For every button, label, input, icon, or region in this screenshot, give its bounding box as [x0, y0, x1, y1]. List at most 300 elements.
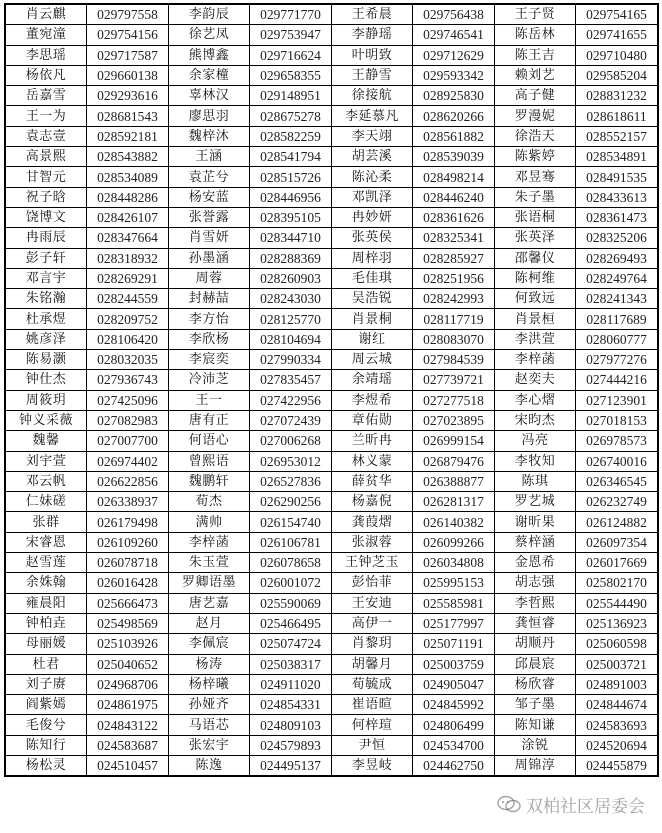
student-name-cell: 祝子晗 [5, 187, 87, 207]
student-name-cell: 余靖瑶 [332, 370, 413, 390]
table-row [5, 451, 658, 471]
student-name-cell: 赖刘艺 [495, 65, 576, 85]
number-cell: 024968706 [87, 674, 169, 694]
student-name-cell: 李牧知 [495, 451, 576, 471]
student-name-cell: 董宛潼 [5, 25, 87, 45]
number-cell: 028269493 [576, 248, 659, 268]
number-cell: 025498569 [87, 613, 169, 633]
number-cell: 026034808 [413, 553, 495, 573]
number-cell: 027990334 [250, 350, 332, 370]
number-cell: 024579893 [250, 735, 332, 755]
number-cell: 028209752 [87, 309, 169, 329]
number-cell: 028104694 [250, 329, 332, 349]
student-name-cell: 邓言宇 [5, 268, 87, 288]
number-cell: 025590069 [250, 593, 332, 613]
number-cell: 027018153 [576, 410, 659, 430]
number-cell: 029717587 [87, 45, 169, 65]
student-name-cell: 陈逸 [169, 755, 250, 776]
number-cell: 026179498 [87, 512, 169, 532]
table-row [5, 86, 658, 106]
student-name-cell: 罗艺城 [495, 492, 576, 512]
number-cell: 027007700 [87, 431, 169, 451]
student-name-cell: 王静雪 [332, 65, 413, 85]
number-cell: 027425096 [87, 390, 169, 410]
student-name-cell: 李思瑶 [5, 45, 87, 65]
number-cell: 027123901 [576, 390, 659, 410]
number-cell: 026281317 [413, 492, 495, 512]
number-cell: 024510457 [87, 755, 169, 776]
student-name-cell: 饶博文 [5, 207, 87, 227]
student-name-cell: 张群 [5, 512, 87, 532]
number-cell: 027936743 [87, 370, 169, 390]
number-cell: 027739721 [413, 370, 495, 390]
number-cell: 024854331 [250, 695, 332, 715]
student-name-cell: 钟义采薇 [5, 410, 87, 430]
number-cell: 025666473 [87, 593, 169, 613]
student-name-cell: 胡志强 [495, 573, 576, 593]
number-cell: 026346545 [576, 471, 659, 491]
student-name-cell: 肖景桐 [332, 309, 413, 329]
number-cell: 025071191 [413, 634, 495, 654]
student-name-cell: 张淑蓉 [332, 532, 413, 552]
student-name-cell: 肖云麒 [5, 4, 87, 25]
table-row [5, 65, 658, 85]
number-cell: 029756438 [413, 4, 495, 25]
student-name-cell: 陈琪 [495, 471, 576, 491]
number-cell: 028552157 [576, 126, 659, 146]
student-name-cell: 李延慕凡 [332, 106, 413, 126]
number-cell: 026109260 [87, 532, 169, 552]
table-row [5, 4, 658, 25]
student-name-cell: 赵雪莲 [5, 553, 87, 573]
student-name-cell: 叶明致 [332, 45, 413, 65]
student-name-cell: 李哲熙 [495, 593, 576, 613]
number-cell: 028448286 [87, 187, 169, 207]
student-name-cell: 辜林汉 [169, 86, 250, 106]
student-name-cell: 胡顺丹 [495, 634, 576, 654]
number-cell: 029710480 [576, 45, 659, 65]
student-name-cell: 荀杰 [169, 492, 250, 512]
student-name-cell: 兰昕冉 [332, 431, 413, 451]
student-name-cell: 陈知行 [5, 735, 87, 755]
student-name-cell: 唐艺嘉 [169, 593, 250, 613]
table-row [5, 410, 658, 430]
table-row [5, 309, 658, 329]
student-name-cell: 雍晨阳 [5, 593, 87, 613]
student-name-cell: 杨安蓝 [169, 187, 250, 207]
student-name-cell: 王钟芝玉 [332, 553, 413, 573]
table-row [5, 471, 658, 491]
student-name-cell: 彭怡菲 [332, 573, 413, 593]
number-cell: 026953012 [250, 451, 332, 471]
table-row [5, 613, 658, 633]
number-cell: 028539039 [413, 147, 495, 167]
number-cell: 029593342 [413, 65, 495, 85]
student-name-cell: 张宏宇 [169, 735, 250, 755]
student-name-cell: 王子贤 [495, 4, 576, 25]
number-cell: 026016428 [87, 573, 169, 593]
student-name-cell: 宋睿恩 [5, 532, 87, 552]
student-name-cell: 李欣杨 [169, 329, 250, 349]
student-name-cell: 钟柏垚 [5, 613, 87, 633]
number-cell: 029660138 [87, 65, 169, 85]
number-cell: 026001072 [250, 573, 332, 593]
student-name-cell: 袁志壹 [5, 126, 87, 146]
table-row [5, 755, 658, 776]
roster-sheet [4, 3, 659, 777]
number-cell: 025177997 [413, 613, 495, 633]
student-name-cell: 吴浩锐 [332, 289, 413, 309]
number-cell: 028117719 [413, 309, 495, 329]
student-name-cell: 陈知谦 [495, 715, 576, 735]
student-name-cell: 马语芯 [169, 715, 250, 735]
number-cell: 025136923 [576, 613, 659, 633]
student-name-cell: 崔语暄 [332, 695, 413, 715]
student-name-cell: 肖黎玥 [332, 634, 413, 654]
student-name-cell: 朱子墨 [495, 187, 576, 207]
student-name-cell: 李洪萱 [495, 329, 576, 349]
number-cell: 029754165 [576, 4, 659, 25]
student-name-cell: 邓云帆 [5, 471, 87, 491]
student-name-cell: 孙娅齐 [169, 695, 250, 715]
number-cell: 028244559 [87, 289, 169, 309]
student-name-cell: 王一 [169, 390, 250, 410]
number-cell: 028925830 [413, 86, 495, 106]
student-name-cell: 胡馨月 [332, 654, 413, 674]
number-cell: 027006268 [250, 431, 332, 451]
table-row [5, 654, 658, 674]
student-name-cell: 刘子赓 [5, 674, 87, 694]
number-cell: 024806499 [413, 715, 495, 735]
student-name-cell: 高景熙 [5, 147, 87, 167]
student-name-cell: 满帅 [169, 512, 250, 532]
number-cell: 028285927 [413, 248, 495, 268]
number-cell: 026106781 [250, 532, 332, 552]
number-cell: 026978573 [576, 431, 659, 451]
number-cell: 028681543 [87, 106, 169, 126]
student-name-cell: 谢昕果 [495, 512, 576, 532]
number-cell: 028561882 [413, 126, 495, 146]
number-cell: 026097354 [576, 532, 659, 552]
number-cell: 028060777 [576, 329, 659, 349]
number-cell: 028269291 [87, 268, 169, 288]
number-cell: 028325341 [413, 228, 495, 248]
number-cell: 028251956 [413, 268, 495, 288]
student-name-cell: 杜君 [5, 654, 87, 674]
table-row [5, 512, 658, 532]
table-row [5, 167, 658, 187]
table-row [5, 390, 658, 410]
student-name-cell: 金恩希 [495, 553, 576, 573]
student-name-cell: 张英泽 [495, 228, 576, 248]
number-cell: 027072439 [250, 410, 332, 430]
student-name-cell: 朱铭瀚 [5, 289, 87, 309]
student-name-cell: 何语心 [169, 431, 250, 451]
table-row [5, 553, 658, 573]
student-name-cell: 封赫喆 [169, 289, 250, 309]
table-row [5, 532, 658, 552]
student-name-cell: 谢红 [332, 329, 413, 349]
number-cell: 024905047 [413, 674, 495, 694]
student-name-cell: 廖思羽 [169, 106, 250, 126]
number-cell: 028325206 [576, 228, 659, 248]
student-name-cell: 周蓉 [169, 268, 250, 288]
number-cell: 024861975 [87, 695, 169, 715]
table-row [5, 147, 658, 167]
student-name-cell: 杨欣睿 [495, 674, 576, 694]
student-name-cell: 荀毓成 [332, 674, 413, 694]
student-name-cell: 罗漫妮 [495, 106, 576, 126]
student-name-cell: 彭子轩 [5, 248, 87, 268]
student-name-cell: 张誉露 [169, 207, 250, 227]
student-name-cell: 徐接航 [332, 86, 413, 106]
student-name-cell: 余姝翰 [5, 573, 87, 593]
student-name-cell: 王安迪 [332, 593, 413, 613]
number-cell: 024843122 [87, 715, 169, 735]
student-name-cell: 薛贫华 [332, 471, 413, 491]
number-cell: 028288369 [250, 248, 332, 268]
student-name-cell: 曾熙语 [169, 451, 250, 471]
table-row [5, 207, 658, 227]
number-cell: 024844674 [576, 695, 659, 715]
number-cell: 025103926 [87, 634, 169, 654]
number-cell: 025544490 [576, 593, 659, 613]
student-name-cell: 张语桐 [495, 207, 576, 227]
number-cell: 028543882 [87, 147, 169, 167]
student-name-cell: 李梓菡 [169, 532, 250, 552]
student-name-cell: 李心熠 [495, 390, 576, 410]
number-cell: 024520694 [576, 735, 659, 755]
number-cell: 028675278 [250, 106, 332, 126]
number-cell: 028620266 [413, 106, 495, 126]
number-cell: 028498214 [413, 167, 495, 187]
student-name-cell: 李佩宸 [169, 634, 250, 654]
student-name-cell: 王希晨 [332, 4, 413, 25]
student-name-cell: 冯亮 [495, 431, 576, 451]
number-cell: 026078718 [87, 553, 169, 573]
student-name-cell: 朱玉萱 [169, 553, 250, 573]
number-cell: 028243030 [250, 289, 332, 309]
number-cell: 029771770 [250, 4, 332, 25]
roster-table-body [5, 4, 658, 776]
student-name-cell: 邓昱骞 [495, 167, 576, 187]
number-cell: 028361626 [413, 207, 495, 227]
number-cell: 029148951 [250, 86, 332, 106]
number-cell: 028426107 [87, 207, 169, 227]
number-cell: 029658355 [250, 65, 332, 85]
student-name-cell: 蔡梓涵 [495, 532, 576, 552]
student-name-cell: 何致远 [495, 289, 576, 309]
table-row [5, 634, 658, 654]
student-name-cell: 钟仕杰 [5, 370, 87, 390]
number-cell: 024462750 [413, 755, 495, 776]
number-cell: 027023895 [413, 410, 495, 430]
student-name-cell: 刘宇萱 [5, 451, 87, 471]
student-name-cell: 熊博鑫 [169, 45, 250, 65]
number-cell: 026388877 [413, 471, 495, 491]
number-cell: 029741655 [576, 25, 659, 45]
number-cell: 028344710 [250, 228, 332, 248]
number-cell: 028318932 [87, 248, 169, 268]
number-cell: 024845992 [413, 695, 495, 715]
student-name-cell: 阎紫嫣 [5, 695, 87, 715]
number-cell: 028032035 [87, 350, 169, 370]
number-cell: 025466495 [250, 613, 332, 633]
number-cell: 028083070 [413, 329, 495, 349]
student-name-cell: 肖景桓 [495, 309, 576, 329]
number-cell: 028446240 [413, 187, 495, 207]
number-cell: 025995153 [413, 573, 495, 593]
number-cell: 027977276 [576, 350, 659, 370]
table-row [5, 228, 658, 248]
number-cell: 029797558 [87, 4, 169, 25]
student-name-cell: 杨涛 [169, 654, 250, 674]
number-cell: 026017669 [576, 553, 659, 573]
number-cell: 028534089 [87, 167, 169, 187]
student-name-cell: 李宸奕 [169, 350, 250, 370]
student-name-cell: 林义蒙 [332, 451, 413, 471]
number-cell: 028125770 [250, 309, 332, 329]
table-row [5, 45, 658, 65]
student-name-cell: 余家橦 [169, 65, 250, 85]
student-name-cell: 邓凯泽 [332, 187, 413, 207]
student-name-cell: 赵奕夫 [495, 370, 576, 390]
student-name-cell: 龚葭熠 [332, 512, 413, 532]
student-name-cell: 冉妙妍 [332, 207, 413, 227]
number-cell: 028541794 [250, 147, 332, 167]
student-name-cell: 徐艺凤 [169, 25, 250, 45]
roster-table [4, 3, 659, 777]
number-cell: 025060598 [576, 634, 659, 654]
number-cell: 026338937 [87, 492, 169, 512]
number-cell: 028618611 [576, 106, 659, 126]
table-row [5, 735, 658, 755]
number-cell: 024809103 [250, 715, 332, 735]
number-cell: 025074724 [250, 634, 332, 654]
student-name-cell: 周梓羽 [332, 248, 413, 268]
number-cell: 026740016 [576, 451, 659, 471]
table-row [5, 573, 658, 593]
number-cell: 024911020 [250, 674, 332, 694]
number-cell: 026232749 [576, 492, 659, 512]
number-cell: 025585981 [413, 593, 495, 613]
number-cell: 025802170 [576, 573, 659, 593]
number-cell: 029716624 [250, 45, 332, 65]
number-cell: 028515726 [250, 167, 332, 187]
student-name-cell: 王一为 [5, 106, 87, 126]
student-name-cell: 周锦淳 [495, 755, 576, 776]
table-row [5, 350, 658, 370]
number-cell: 028446956 [250, 187, 332, 207]
student-name-cell: 周云城 [332, 350, 413, 370]
table-row [5, 126, 658, 146]
number-cell: 029712629 [413, 45, 495, 65]
number-cell: 028241343 [576, 289, 659, 309]
number-cell: 025040652 [87, 654, 169, 674]
student-name-cell: 毛佳琪 [332, 268, 413, 288]
number-cell: 028249764 [576, 268, 659, 288]
number-cell: 028534891 [576, 147, 659, 167]
student-name-cell: 杜承煜 [5, 309, 87, 329]
number-cell: 028491535 [576, 167, 659, 187]
number-cell: 028106420 [87, 329, 169, 349]
number-cell: 028831232 [576, 86, 659, 106]
student-name-cell: 张英侯 [332, 228, 413, 248]
student-name-cell: 李梓菡 [495, 350, 576, 370]
table-row [5, 248, 658, 268]
student-name-cell: 涂锐 [495, 735, 576, 755]
number-cell: 028433613 [576, 187, 659, 207]
number-cell: 028260903 [250, 268, 332, 288]
number-cell: 026622856 [87, 471, 169, 491]
number-cell: 025038317 [250, 654, 332, 674]
student-name-cell: 魏梓沐 [169, 126, 250, 146]
student-name-cell: 杨嘉倪 [332, 492, 413, 512]
student-name-cell: 杨松灵 [5, 755, 87, 776]
student-name-cell: 胡芸溪 [332, 147, 413, 167]
table-row [5, 268, 658, 288]
number-cell: 027422956 [250, 390, 332, 410]
student-name-cell: 毛俊兮 [5, 715, 87, 735]
student-name-cell: 徐浩天 [495, 126, 576, 146]
student-name-cell: 母丽媛 [5, 634, 87, 654]
number-cell: 026527836 [250, 471, 332, 491]
student-name-cell: 李煜希 [332, 390, 413, 410]
student-name-cell: 甘智元 [5, 167, 87, 187]
student-name-cell: 李静瑶 [332, 25, 413, 45]
student-name-cell: 李方怡 [169, 309, 250, 329]
number-cell: 028347664 [87, 228, 169, 248]
student-name-cell: 袁芷兮 [169, 167, 250, 187]
number-cell: 028395105 [250, 207, 332, 227]
table-row [5, 674, 658, 694]
number-cell: 026140382 [413, 512, 495, 532]
student-name-cell: 周筱玥 [5, 390, 87, 410]
number-cell: 028582259 [250, 126, 332, 146]
table-row [5, 492, 658, 512]
wechat-icon [496, 795, 522, 813]
number-cell: 026999154 [413, 431, 495, 451]
student-name-cell: 李天翊 [332, 126, 413, 146]
number-cell: 029585204 [576, 65, 659, 85]
student-name-cell: 陈岳林 [495, 25, 576, 45]
student-name-cell: 赵月 [169, 613, 250, 633]
table-row [5, 289, 658, 309]
number-cell: 026099266 [413, 532, 495, 552]
number-cell: 029754156 [87, 25, 169, 45]
number-cell: 025003759 [413, 654, 495, 674]
number-cell: 027984539 [413, 350, 495, 370]
number-cell: 024455879 [576, 755, 659, 776]
student-name-cell: 宋昀杰 [495, 410, 576, 430]
student-name-cell: 李韵辰 [169, 4, 250, 25]
number-cell: 029746541 [413, 25, 495, 45]
student-name-cell: 陈王吉 [495, 45, 576, 65]
student-name-cell: 高子健 [495, 86, 576, 106]
table-row [5, 431, 658, 451]
student-name-cell: 肖雪妍 [169, 228, 250, 248]
student-name-cell: 魏馨 [5, 431, 87, 451]
student-name-cell: 章佑勋 [332, 410, 413, 430]
number-cell: 028242993 [413, 289, 495, 309]
student-name-cell: 王涵 [169, 147, 250, 167]
student-name-cell: 孙墨涵 [169, 248, 250, 268]
student-name-cell: 杨梓曦 [169, 674, 250, 694]
number-cell: 024583693 [576, 715, 659, 735]
student-name-cell: 龚恒睿 [495, 613, 576, 633]
number-cell: 027444216 [576, 370, 659, 390]
student-name-cell: 陈易灏 [5, 350, 87, 370]
